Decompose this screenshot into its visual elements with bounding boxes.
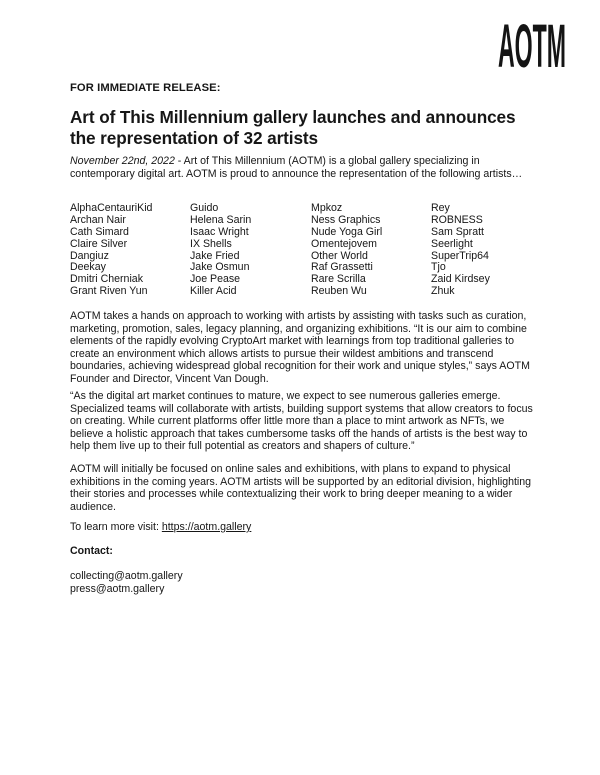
artist-name: Cath Simard xyxy=(70,225,129,238)
artist-name: Claire Silver xyxy=(70,237,128,250)
aotm-logo-text: AOTM xyxy=(498,22,566,70)
artist-name: Sam Spratt xyxy=(431,225,484,238)
market-paragraph: “As the digital art market continues to mature, we expect to see numerous galleries emerge. Specialized teams will collaborate with artists, building support systems that allow creators to focus on creating. While current platforms offer little more than a place to mint artwork as NFTs, we believe a holistic approach that takes cumbersome tasks off the hands of artists is the best way to help them live up to their full potential as creators and shapers of culture.” xyxy=(70,390,533,453)
artist-name: Jake Fried xyxy=(190,249,240,262)
artist-name: Jake Osmun xyxy=(190,261,250,274)
artist-name: Omentejovem xyxy=(311,237,377,250)
intro-text: - Art of This Millennium (AOTM) is a global gallery specializing in contemporary digital art. AOTM is proud to announce the representation of the following artists… xyxy=(70,155,523,180)
aotm-logo xyxy=(497,22,567,70)
headline-line-1: Art of This Millennium gallery launches and announces xyxy=(70,107,516,127)
artist-name: Dangiuz xyxy=(70,249,109,262)
artist-name: Seerlight xyxy=(431,237,473,250)
approach-paragraph: AOTM takes a hands on approach to working with artists by assisting with tasks such as curation, marketing, promotion, sales, legacy planning, and organizing exhibitions. “It is our aim to combine elements of the rapidly evolving CryptoArt market with learnings from top traditional galleries to create an environment which allows artists to pursue their wildest ambitions and transcend boundaries, achieving widespread global recognition for their work and unique styles,” says AOTM Founder and Director, Vincent Van Dough. xyxy=(70,310,530,385)
artist-column-3 xyxy=(311,203,382,298)
artist-name: Mpkoz xyxy=(311,202,343,214)
learn-more-prefix: To learn more visit: xyxy=(70,521,162,533)
artist-column-1 xyxy=(70,203,152,298)
artist-name: Rey xyxy=(431,202,450,214)
artist-name: Reuben Wu xyxy=(311,285,367,298)
artist-name: Dmitri Cherniak xyxy=(70,273,143,286)
artist-name: SuperTrip64 xyxy=(431,249,489,262)
artist-name: ROBNESS xyxy=(431,213,483,226)
collecting-email: collecting@aotm.gallery xyxy=(70,570,183,582)
press-email: press@aotm.gallery xyxy=(70,582,165,595)
artist-name: Joe Pease xyxy=(190,273,241,286)
page-title xyxy=(70,107,540,149)
artist-name: Isaac Wright xyxy=(190,225,249,238)
artist-column-4 xyxy=(431,203,490,298)
intro-paragraph xyxy=(70,155,540,180)
artist-name: Nude Yoga Girl xyxy=(311,225,383,238)
artist-name: Tjo xyxy=(431,261,446,274)
artist-name: Other World xyxy=(311,249,368,262)
artist-name: AlphaCentauriKid xyxy=(70,202,153,214)
artist-name: Zaid Kirdsey xyxy=(431,273,490,286)
artist-name: Guido xyxy=(190,202,219,214)
artist-list xyxy=(70,203,540,303)
artist-name: Deekay xyxy=(70,261,106,274)
artist-name: Raf Grassetti xyxy=(311,261,373,274)
contact-heading: Contact: xyxy=(70,545,113,557)
artist-name: Ness Graphics xyxy=(311,213,381,226)
artist-name: Zhuk xyxy=(431,285,455,298)
artist-name: Grant Riven Yun xyxy=(70,285,148,298)
gallery-website-link[interactable]: https://aotm.gallery xyxy=(161,521,252,533)
artist-column-2 xyxy=(190,203,251,298)
artist-name: IX Shells xyxy=(190,237,232,250)
artist-name: Rare Scrilla xyxy=(311,273,366,286)
artist-name: Archan Nair xyxy=(70,213,126,226)
artist-name: Helena Sarin xyxy=(190,213,252,226)
headline-line-2: the representation of 32 artists xyxy=(70,128,318,148)
contact-emails xyxy=(70,570,183,595)
release-date: November 22nd, 2022 xyxy=(70,155,175,167)
learn-more-line xyxy=(70,521,540,534)
artist-name: Killer Acid xyxy=(190,285,237,298)
release-label: FOR IMMEDIATE RELEASE: xyxy=(70,82,221,94)
plans-paragraph: AOTM will initially be focused on online sales and exhibitions, with plans to expand to physical exhibitions in the coming years. AOTM artists will be supported by an editorial division, highlighting their stories and processes while contextualizing their work to bring deeper meaning to a wider audience. xyxy=(70,463,532,513)
